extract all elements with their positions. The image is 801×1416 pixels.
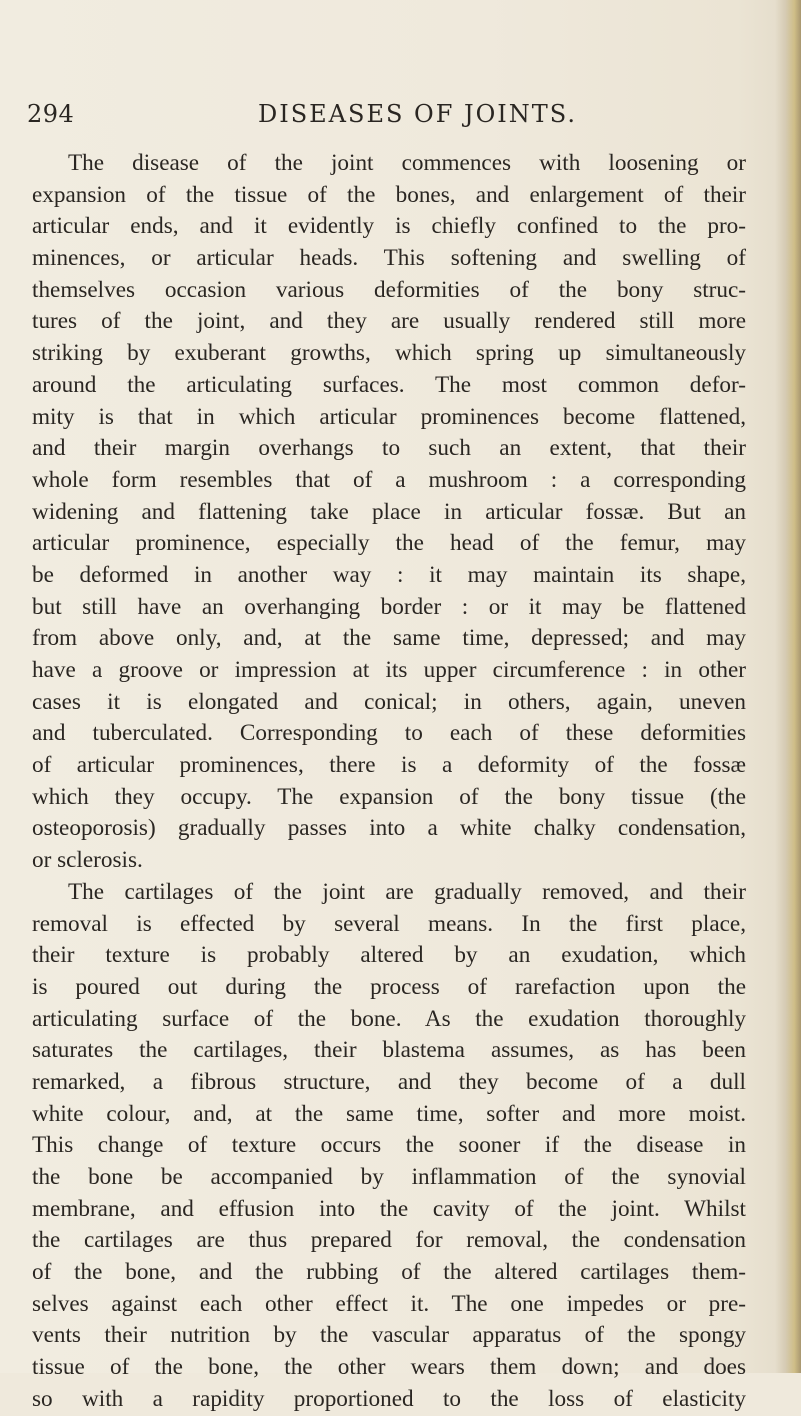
text-line: around the articulating surfaces. The most common defor- bbox=[32, 371, 746, 398]
text-line: The cartilages of the joint are gradually removed, and their bbox=[68, 878, 746, 905]
text-line: themselves occasion various deformities of the bony struc- bbox=[32, 276, 746, 303]
page-header bbox=[0, 100, 801, 140]
text-line: but still have an overhanging border : or it may be flattened bbox=[32, 593, 746, 620]
text-line: from above only, and, at the same time, depressed; and may bbox=[32, 625, 746, 652]
text-line: osteoporosis) gradually passes into a white chalky condensation, bbox=[32, 815, 746, 842]
text-line: cases it is elongated and conical; in others, again, uneven bbox=[32, 688, 746, 715]
text-line: their texture is probably altered by an exudation, which bbox=[32, 942, 746, 969]
text-line: and tuberculated. Corresponding to each of these deformities bbox=[32, 720, 746, 747]
running-title: DISEASES OF JOINTS. bbox=[258, 100, 578, 128]
text-line: selves against each other effect it. The one impedes or pre- bbox=[32, 1290, 746, 1317]
text-line: or sclerosis. bbox=[32, 847, 143, 874]
text-line: the bone be accompanied by inflammation of the synovial bbox=[32, 1164, 746, 1190]
text-line: of articular prominences, there is a deformity of the fossæ bbox=[32, 752, 746, 779]
text-line: tissue of the bone, the other wears them down; and does bbox=[32, 1354, 746, 1381]
text-line: and their margin overhangs to such an extent, that their bbox=[32, 435, 746, 462]
page-number: 294 bbox=[27, 100, 75, 128]
text-line: articular prominence, especially the head of the femur, may bbox=[32, 530, 746, 557]
body-text bbox=[32, 148, 746, 1416]
text-line: white colour, and, at the same time, softer and more moist. bbox=[32, 1100, 746, 1127]
text-line: the cartilages are thus prepared for removal, the condensation bbox=[32, 1227, 746, 1254]
text-line: have a groove or impression at its upper circumference : in other bbox=[32, 657, 746, 683]
text-line: The disease of the joint commences with loosening or bbox=[68, 150, 746, 176]
text-line: vents their nutrition by the vascular apparatus of the spongy bbox=[32, 1322, 746, 1349]
text-line: remarked, a fibrous structure, and they become of a dull bbox=[32, 1068, 746, 1095]
text-line: whole form resembles that of a mushroom : a corresponding bbox=[32, 466, 746, 493]
text-line: articular ends, and it evidently is chiefly confined to the pro- bbox=[32, 213, 746, 240]
text-line: which they occupy. The expansion of the bony tissue (the bbox=[32, 783, 746, 810]
text-line: removal is effected by several means. In the first place, bbox=[32, 910, 746, 937]
text-line: This change of texture occurs the sooner if the disease in bbox=[32, 1132, 746, 1159]
text-line: membrane, and effusion into the cavity of the joint. Whilst bbox=[32, 1195, 746, 1222]
text-line: minences, or articular heads. This softening and swelling of bbox=[32, 245, 746, 272]
text-line: widening and flattening take place in articular fossæ. But an bbox=[32, 498, 746, 525]
text-line: tures of the joint, and they are usually rendered still more bbox=[32, 308, 746, 335]
text-line: is poured out during the process of rarefaction upon the bbox=[32, 973, 746, 1000]
page-edge bbox=[775, 0, 801, 1373]
text-line: be deformed in another way : it may maintain its shape, bbox=[32, 561, 746, 588]
text-line: so with a rapidity proportioned to the loss of elasticity bbox=[32, 1385, 746, 1412]
text-line: expansion of the tissue of the bones, and enlargement of their bbox=[32, 181, 746, 208]
text-line: articulating surface of the bone. As the exudation thoroughly bbox=[32, 1005, 746, 1032]
text-line: mity is that in which articular prominences become flattened, bbox=[32, 403, 746, 430]
text-line: saturates the cartilages, their blastema assumes, as has been bbox=[32, 1037, 746, 1064]
text-line: striking by exuberant growths, which spring up simultaneously bbox=[32, 340, 746, 367]
text-line: of the bone, and the rubbing of the altered cartilages them- bbox=[32, 1259, 746, 1286]
